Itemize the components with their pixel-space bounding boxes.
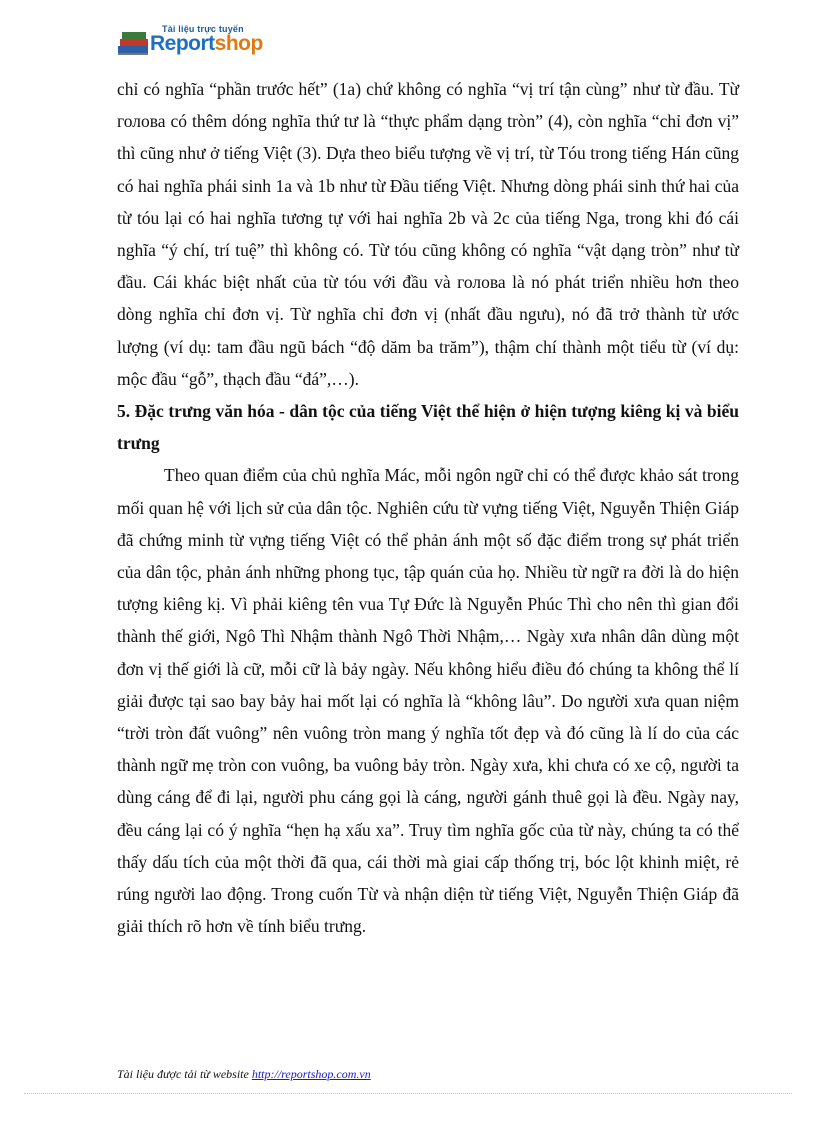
footer-divider xyxy=(24,1093,792,1094)
logo-name-part2: shop xyxy=(214,32,263,55)
logo-name xyxy=(150,32,263,56)
paragraph-1: chỉ có nghĩa “phần trước hết” (1a) chứ không có nghĩa “vị trí tận cùng” như từ đầu. Từ голова có thêm dóng nghĩa thứ tư là “thực phẩm dạng tròn” (4), còn nghĩa “chỉ đơn vị” thì cũng như ở tiếng Việt (3). Dựa theo biểu tượng về vị trí, từ Tóu trong tiếng Hán cũng có hai nghĩa phái sinh 1a và 1b như từ Đầu tiếng Việt. Nhưng dòng phái sinh thứ hai của từ tóu lại có hai nghĩa tương tự với hai nghĩa 2b và 2c của tiếng Nga, trong khi đó cái nghĩa “ý chí, trí tuệ” thì không có. Từ tóu cũng không có nghĩa “vật dạng tròn” như từ đầu. Cái khác biệt nhất của từ tóu với đầu và голова là nó phát triển nhiều hơn theo dòng nghĩa chỉ đơn vị. Từ nghĩa chỉ đơn vị (nhất đầu ngưu), nó đã trở thành từ ước lượng (ví dụ: tam đầu ngũ bách “độ dăm ba trăm”), thậm chí thành một tiểu từ (ví dụ: mộc đầu “gỗ”, thạch đầu “đá”,…). xyxy=(117,79,739,389)
logo-name-part1: Report xyxy=(150,32,215,55)
books-icon xyxy=(116,28,152,58)
document-body xyxy=(117,73,739,942)
page-footer xyxy=(117,1067,371,1082)
logo-tagline: Tài liệu trực tuyến xyxy=(162,24,244,34)
reportshop-logo[interactable] xyxy=(116,22,286,62)
paragraph-2: Theo quan điểm của chủ nghĩa Mác, mỗi ngôn ngữ chỉ có thể được khảo sát trong mối quan hệ với lịch sử của dân tộc. Nghiên cứu từ vựng tiếng Việt, Nguyễn Thiện Giáp đã chứng minh từ vựng tiếng Việt có thể phản ánh một số đặc điểm trong sự phát triển của dân tộc, phản ánh những phong tục, tập quán của họ. Nhiều từ ngữ ra đời là do hiện tượng kiêng kị. Vì phải kiêng tên vua Tự Đức là Nguyễn Phúc Thì cho nên thì gian đổi thành thế giới, Ngô Thì Nhậm thành Ngô Thời Nhậm,… Ngày xưa nhân dân dùng một đơn vị thế giới là cữ, mỗi cữ là bảy ngày. Nếu không hiểu điều đó chúng ta không thể lí giải được tại sao bay bảy hai mốt lại có nghĩa là “không lâu”. Do người xưa quan niệm “trời tròn đất vuông” nên vuông tròn mang ý nghĩa tốt đẹp và đó cũng là lí do của các thành ngữ mẹ tròn con vuông, ba vuông bảy tròn. Ngày xưa, khi chưa có xe cộ, người ta dùng cáng để đi lại, người phu cáng gọi là cáng, người gánh thuê gọi là đều. Ngày nay, đều cáng lại có ý nghĩa “hẹn hạ xấu xa”. Truy tìm nghĩa gốc của từ này, chúng ta có thể thấy dấu tích của một thời đã qua, cái thời mà giai cấp thống trị, bóc lột khinh miệt, rẻ rúng người lao động. Trong cuốn Từ và nhận diện từ tiếng Việt, Nguyễn Thiện Giáp đã giải thích rõ hơn về tính biểu trưng. xyxy=(117,465,739,937)
section-heading: 5. Đặc trưng văn hóa - dân tộc của tiếng Việt thể hiện ở hiện tượng kiêng kị và biểu trưng xyxy=(117,401,739,454)
footer-link[interactable]: http://reportshop.com.vn xyxy=(251,1067,371,1081)
footer-text: Tài liệu được tải từ website xyxy=(117,1067,252,1081)
